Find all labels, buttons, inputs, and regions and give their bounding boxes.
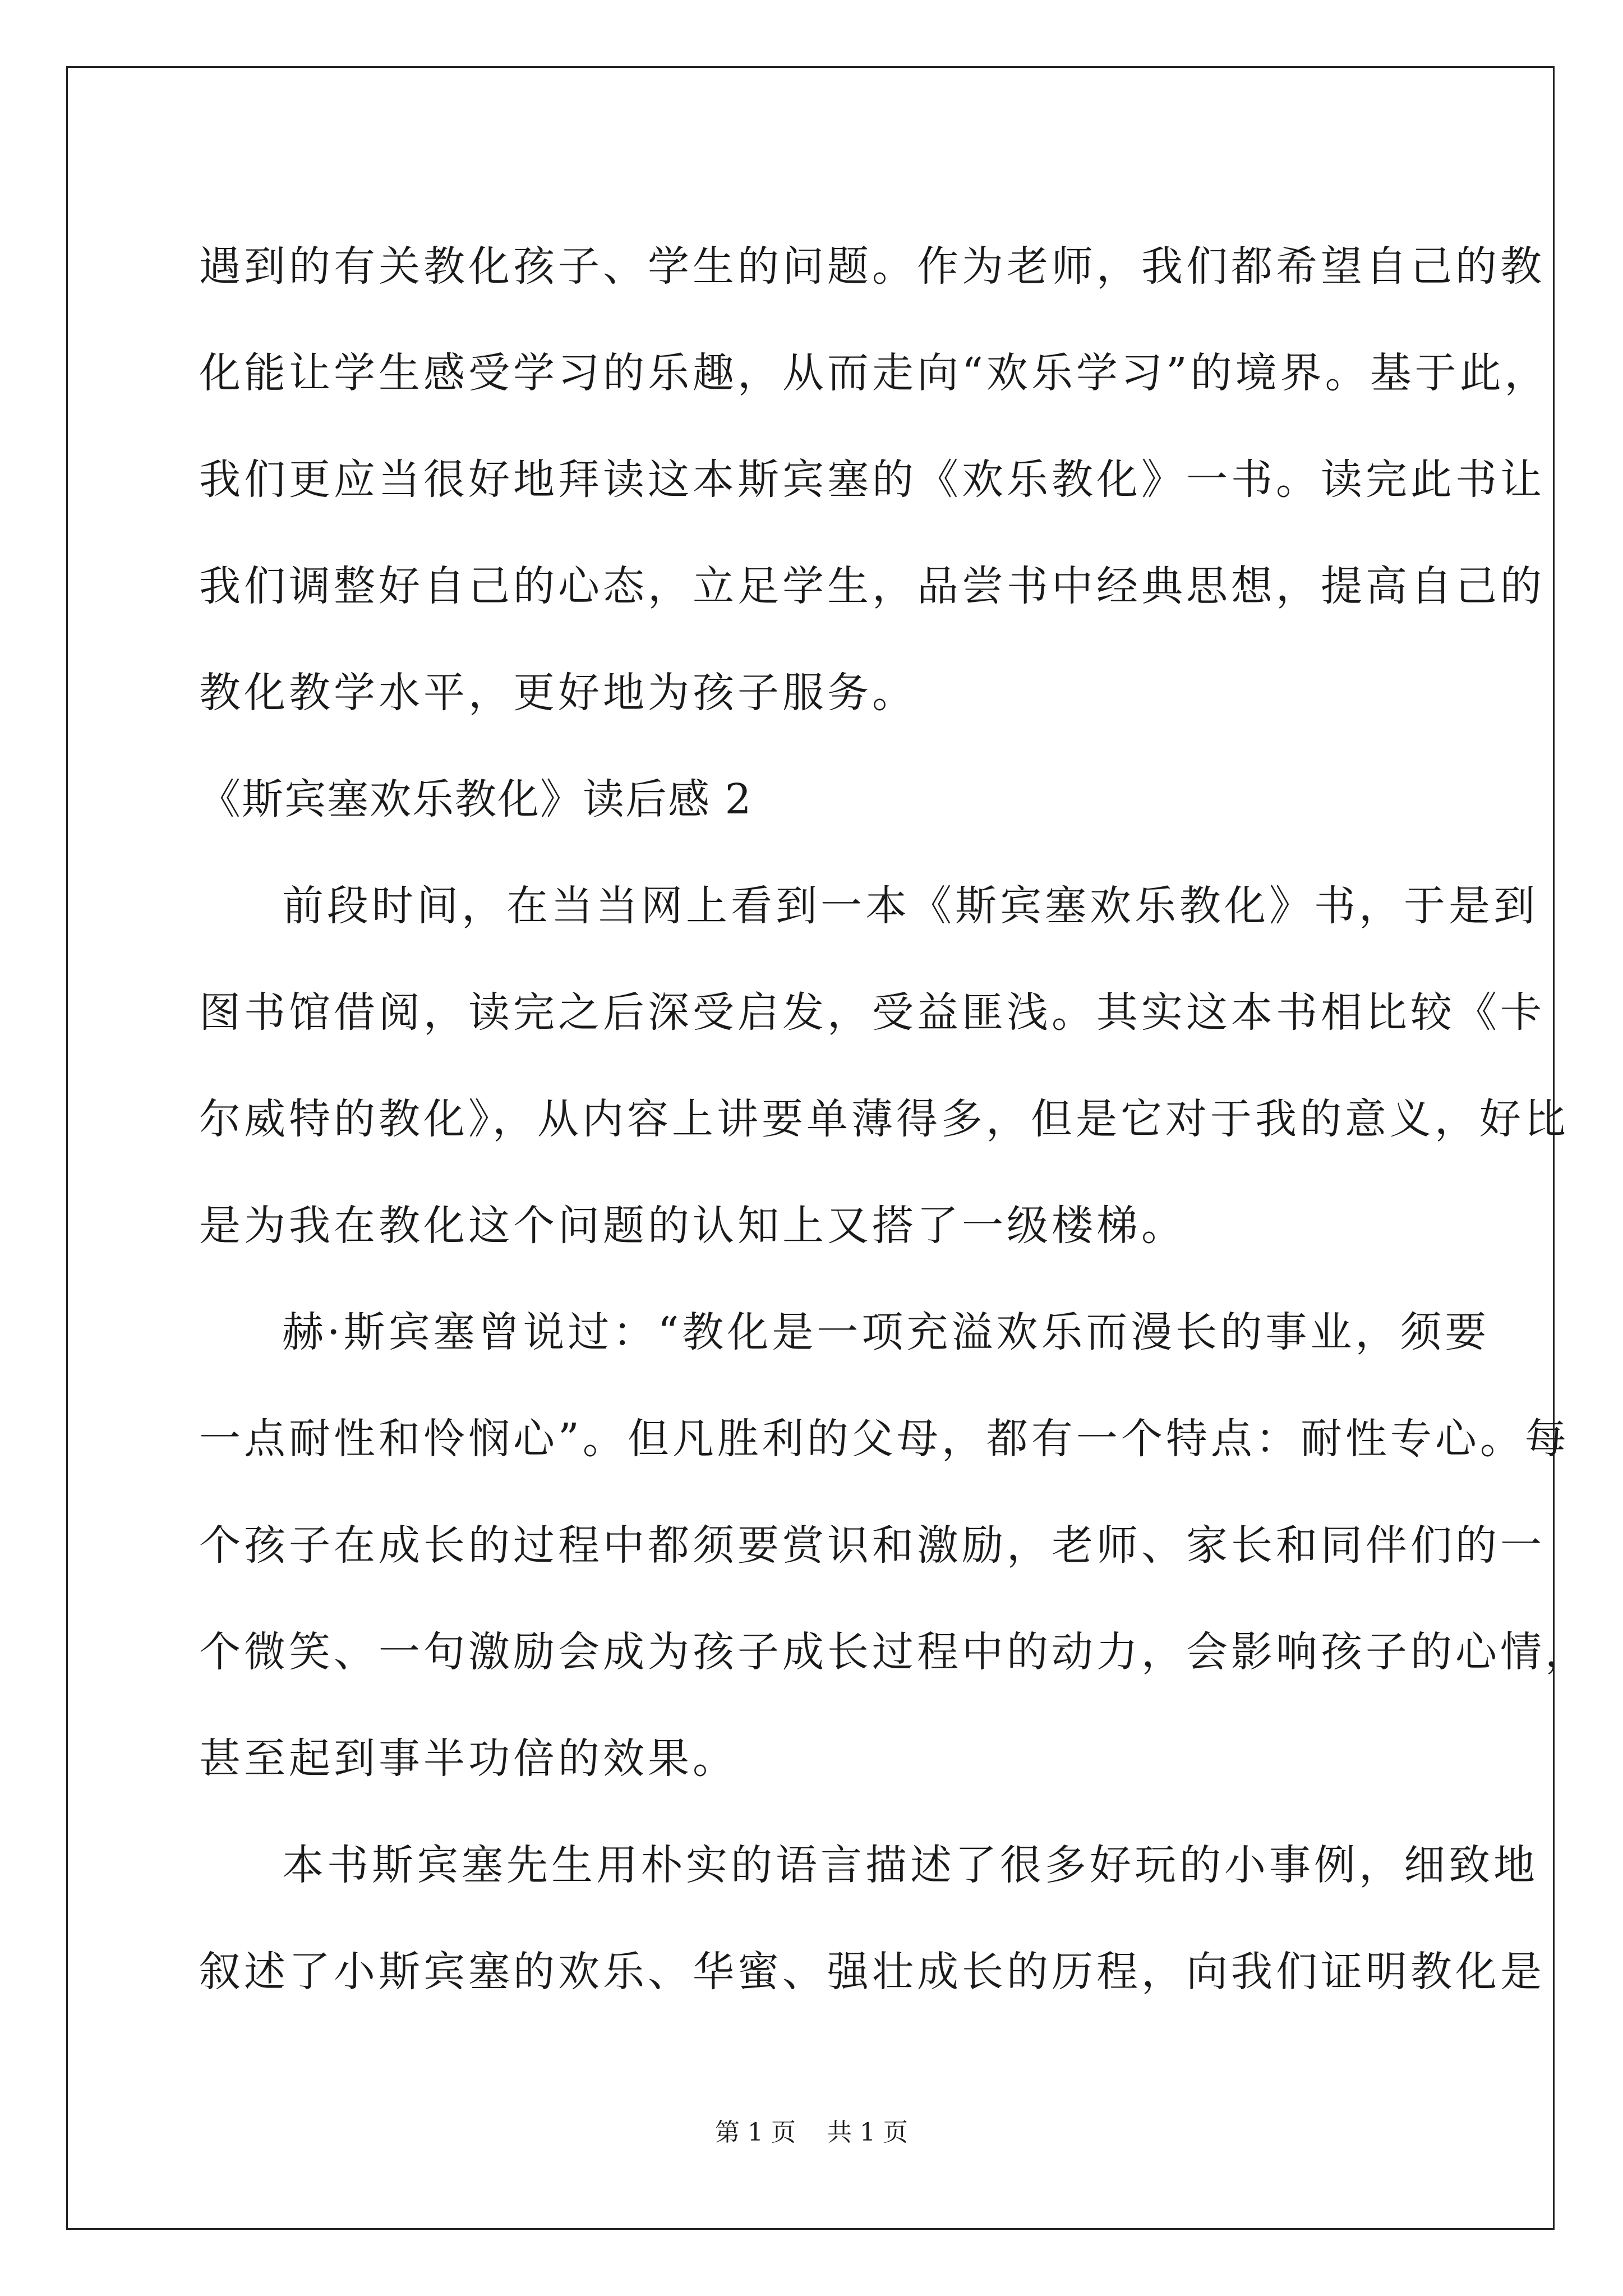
paragraph-line: 个微笑、一句激励会成为孩子成长过程中的动力，会影响孩子的心情， — [199, 1628, 1590, 1676]
paragraph-line: 我们调整好自己的心态，立足学生，品尝书中经典思想，提高自己的 — [199, 562, 1545, 610]
paragraph-line: 遇到的有关教化孩子、学生的问题。作为老师，我们都希望自己的教 — [199, 242, 1545, 291]
paragraph-line: 我们更应当很好地拜读这本斯宾塞的《欢乐教化》一书。读完此书让 — [199, 455, 1545, 504]
paragraph-line: 赫·斯宾塞曾说过：“教化是一项充溢欢乐而漫长的事业，须要 — [282, 1308, 1490, 1356]
paragraph-line: 个孩子在成长的过程中都须要赏识和激励，老师、家长和同伴们的一 — [199, 1521, 1545, 1570]
paragraph-line: 教化教学水平，更好地为孩子服务。 — [199, 669, 917, 717]
section-heading: 《斯宾塞欢乐教化》读后感 2 — [199, 775, 753, 823]
paragraph-line: 本书斯宾塞先生用朴实的语言描述了很多好玩的小事例，细致地 — [282, 1841, 1538, 1889]
paragraph-line: 尔威特的教化》，从内容上讲要单薄得多，但是它对于我的意义，好比 — [199, 1095, 1569, 1143]
paragraph-line: 化能让学生感受学习的乐趣，从而走向“欢乐学习”的境界。基于此， — [199, 349, 1550, 397]
document-body — [199, 213, 1590, 2025]
paragraph-line: 是为我在教化这个问题的认知上又搭了一级楼梯。 — [199, 1202, 1186, 1250]
page-footer: 第 1 页 共 1 页 — [715, 2118, 908, 2147]
paragraph-line: 图书馆借阅，读完之后深受启发，受益匪浅。其实这本书相比较《卡 — [199, 988, 1545, 1037]
paragraph-line: 前段时间，在当当网上看到一本《斯宾塞欢乐教化》书，于是到 — [282, 882, 1538, 930]
paragraph-line: 一点耐性和怜悯心”。但凡胜利的父母，都有一个特点：耐性专心。每 — [199, 1415, 1570, 1463]
paragraph-line: 甚至起到事半功倍的效果。 — [199, 1734, 737, 1783]
paragraph-line: 叙述了小斯宾塞的欢乐、华蜜、强壮成长的历程，向我们证明教化是 — [199, 1948, 1545, 1996]
